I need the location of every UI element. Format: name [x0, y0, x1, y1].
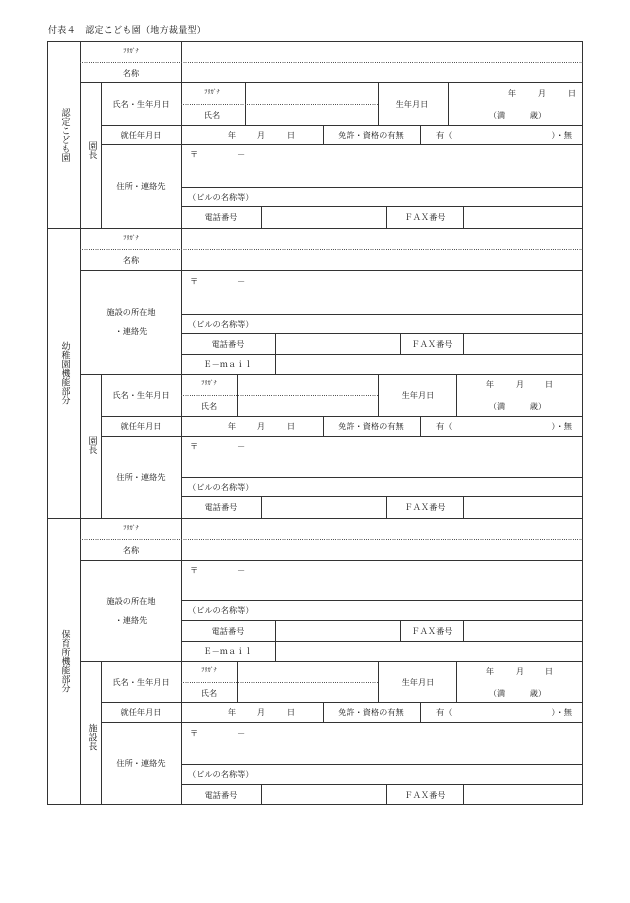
license-yes-label: 有（	[436, 420, 453, 431]
person-name-label: 氏名	[203, 109, 221, 120]
fax-label: ＦＡＸ番号	[411, 338, 453, 349]
name-birth-label: 氏名・生年月日	[112, 389, 170, 400]
day-label: 日	[544, 665, 554, 676]
building-label: （ビルの名称等）	[188, 191, 254, 202]
facility-head-label: 施設長	[86, 723, 97, 751]
postal-mark: 〒	[190, 440, 199, 451]
name-label: 名称	[122, 544, 140, 555]
month-label: 月	[256, 706, 266, 717]
license-label: 免許・資格の有無	[338, 706, 404, 717]
email-label: Ｅ－ｍａｉｌ	[203, 358, 253, 369]
day-label: 日	[286, 129, 296, 140]
license-yes-label: 有（	[436, 129, 453, 140]
birth-date-label: 生年月日	[401, 389, 435, 400]
name-birth-label: 氏名・生年月日	[112, 676, 170, 687]
appoint-date-label: 就任年月日	[120, 706, 162, 717]
month-label: 月	[537, 87, 547, 98]
license-label: 免許・資格の有無	[338, 420, 404, 431]
postal-dash: －	[237, 440, 246, 451]
fax-label: ＦＡＸ番号	[404, 789, 446, 800]
name-label: 名称	[122, 254, 140, 265]
year-label: 年	[485, 378, 495, 389]
postal-dash: －	[237, 275, 246, 286]
appoint-date-label: 就任年月日	[120, 129, 162, 140]
birth-date-label: 生年月日	[395, 98, 429, 109]
month-label: 月	[256, 420, 266, 431]
day-label: 日	[544, 378, 554, 389]
birth-date-label: 生年月日	[401, 676, 435, 687]
phone-label: 電話番号	[204, 211, 238, 222]
director-label-1: 園長	[86, 141, 97, 159]
age-open-label: （満	[488, 400, 506, 411]
age-close-label: 歳）	[529, 687, 547, 698]
facility-address-label-1: 施設の所在地	[106, 595, 156, 606]
year-label: 年	[485, 665, 495, 676]
phone-label: 電話番号	[211, 625, 245, 636]
age-close-label: 歳）	[529, 109, 547, 120]
building-label: （ビルの名称等）	[188, 318, 254, 329]
year-label: 年	[227, 420, 237, 431]
person-name-label: 氏名	[200, 400, 218, 411]
furigana-label: ﾌﾘｶﾞﾅ	[204, 88, 220, 96]
appoint-date-label: 就任年月日	[120, 420, 162, 431]
furigana-label: ﾌﾘｶﾞﾅ	[123, 524, 139, 532]
postal-dash: －	[237, 727, 246, 738]
license-none-label: ）・無	[551, 129, 572, 140]
facility-address-label-1: 施設の所在地	[106, 306, 156, 317]
fax-label: ＦＡＸ番号	[404, 501, 446, 512]
furigana-label: ﾌﾘｶﾞﾅ	[201, 666, 217, 674]
postal-mark: 〒	[190, 275, 199, 286]
day-label: 日	[286, 420, 296, 431]
address-contact-label: 住所・連絡先	[116, 180, 166, 191]
license-label: 免許・資格の有無	[338, 129, 404, 140]
building-label: （ビルの名称等）	[188, 481, 254, 492]
postal-dash: －	[237, 564, 246, 575]
month-label: 月	[515, 378, 525, 389]
facility-address-label-2: ・連絡先	[114, 325, 148, 336]
license-none-label: ）・無	[551, 420, 572, 431]
phone-label: 電話番号	[204, 501, 238, 512]
director-label-2: 園長	[86, 436, 97, 454]
email-label: Ｅ－ｍａｉｌ	[203, 645, 253, 656]
furigana-label: ﾌﾘｶﾞﾅ	[123, 47, 139, 55]
age-close-label: 歳）	[529, 400, 547, 411]
address-contact-label: 住所・連絡先	[116, 757, 166, 768]
license-yes-label: 有（	[436, 706, 453, 717]
address-contact-label: 住所・連絡先	[116, 471, 166, 482]
building-label: （ビルの名称等）	[188, 604, 254, 615]
fax-label: ＦＡＸ番号	[404, 211, 446, 222]
year-label: 年	[227, 129, 237, 140]
year-label: 年	[227, 706, 237, 717]
age-open-label: （満	[488, 687, 506, 698]
month-label: 月	[515, 665, 525, 676]
license-none-label: ）・無	[551, 706, 572, 717]
name-birth-label: 氏名・生年月日	[112, 98, 170, 109]
facility-address-label-2: ・連絡先	[114, 614, 148, 625]
page-title: 付表４ 認定こども園（地方裁量型）	[48, 26, 207, 36]
building-label: （ビルの名称等）	[188, 768, 254, 779]
age-open-label: （満	[488, 109, 506, 120]
section-kindergarten-label: 幼稚園機能部分	[59, 341, 70, 405]
name-label: 名称	[122, 67, 140, 78]
postal-dash: －	[237, 148, 246, 159]
day-label: 日	[286, 706, 296, 717]
year-label: 年	[507, 87, 517, 98]
fax-label: ＦＡＸ番号	[411, 625, 453, 636]
phone-label: 電話番号	[211, 338, 245, 349]
postal-mark: 〒	[190, 727, 199, 738]
person-name-label: 氏名	[200, 687, 218, 698]
section-nursery-label: 保育所機能部分	[59, 629, 70, 693]
postal-mark: 〒	[190, 564, 199, 575]
furigana-label: ﾌﾘｶﾞﾅ	[123, 234, 139, 242]
month-label: 月	[256, 129, 266, 140]
postal-mark: 〒	[190, 148, 199, 159]
day-label: 日	[567, 87, 577, 98]
furigana-label: ﾌﾘｶﾞﾅ	[201, 379, 217, 387]
section-kodomoen-label: 認定こども園	[59, 108, 70, 162]
phone-label: 電話番号	[204, 789, 238, 800]
